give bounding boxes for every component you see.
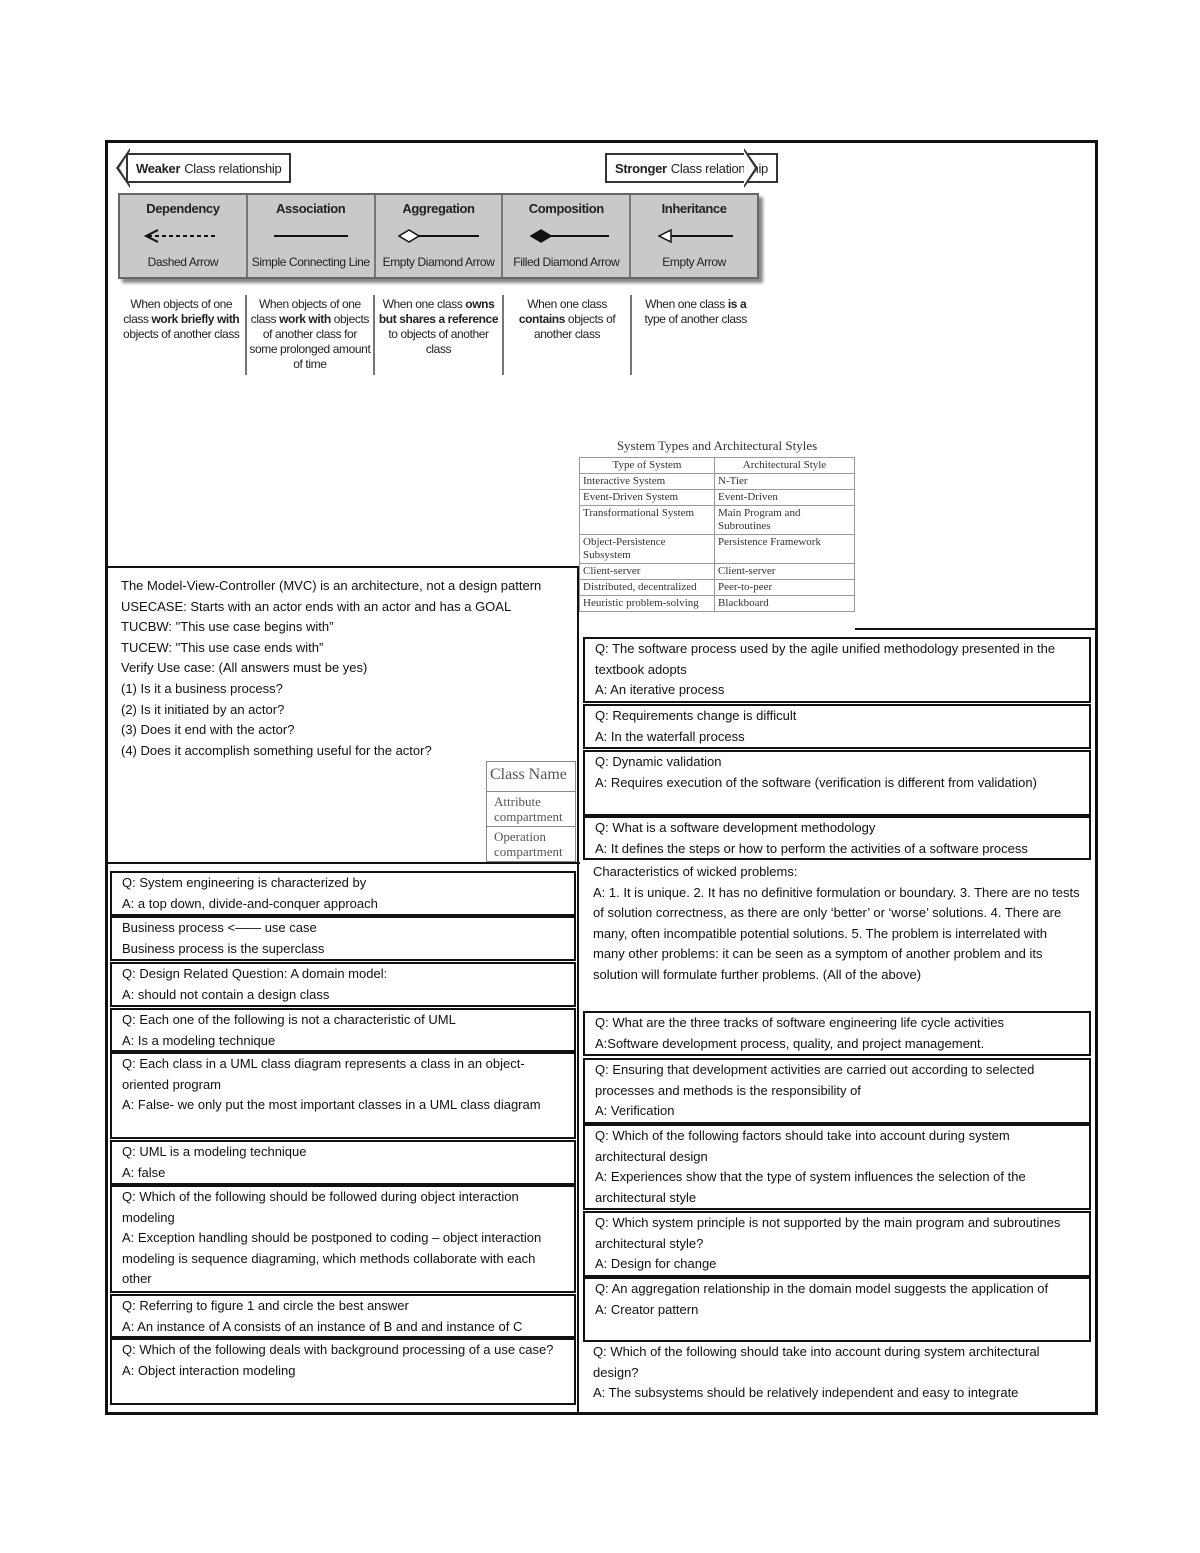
answer-text: A: It defines the steps or how to perform the activities of a software process [595,840,1028,856]
table-row [580,535,855,564]
question-text: Q: Each class in a UML class diagram represents a class in an object-oriented program [122,1056,525,1092]
table-row [580,564,855,580]
empty-arrow-icon [649,228,739,244]
question-text: Q: What are the three tracks of software engineering life cycle activities [595,1015,1004,1030]
table-row [580,506,855,535]
note-line: Verify Use case: (All answers must be yes) [121,660,368,676]
relationship-notation: Simple Connecting Line [251,255,370,269]
table-cell: Object-Persistence Subsystem [580,535,715,564]
answer-text: A: Experiences show that the type of system influences the selection of the architectural style [595,1169,1026,1205]
weaker-bold: Weaker [136,160,181,176]
stronger-bold: Stronger [615,160,667,176]
note-line: The Model-View-Controller (MVC) is an architecture, not a design pattern [121,578,542,593]
class-relationship-diagram [108,143,776,388]
qa-box-left-4 [110,1008,576,1052]
desc-text: When objects of one class [250,297,361,326]
desc-text: objects of another class [533,312,616,341]
desc-text: to objects of another class [388,327,489,356]
divider [108,566,580,568]
desc-text: class [123,312,152,326]
question-text: Q: Ensuring that development activities are carried out according to selected processes and methods is the responsibility of [595,1062,1035,1098]
question-text: Q: What is a software development methodology [595,820,876,835]
empty-diamond-icon [393,228,483,244]
description-aggregation [375,295,504,375]
answer-text: A: a top down, divide-and-conquer approach [122,895,378,911]
question-text: Q: Each one of the following is not a characteristic of UML [122,1012,456,1027]
answer-text: A: The subsystems should be relatively independent and easy to integrate [593,1385,1019,1401]
table-row [580,596,855,612]
answer-text: A:Software development process, quality, and project management. [595,1035,985,1051]
system-types-table [579,457,855,612]
qa-box-right-7 [583,1058,1091,1124]
answer-text: A: should not contain a design class [122,986,330,1002]
qa-box-left-3 [110,962,576,1007]
qa-box-left-8 [110,1294,576,1338]
table-cell: Main Program and Subroutines [715,506,855,535]
qa-box-left-7 [110,1185,576,1293]
table-row [580,580,855,596]
qa-box-right-10 [583,1277,1091,1342]
table-header: Type of System [580,458,715,474]
qa-box-right-9 [583,1211,1091,1277]
question-text: Q: Dynamic validation [595,754,722,769]
relationship-name: Association [276,201,346,216]
note-line: (2) Is it initiated by an actor? [121,701,285,717]
table-cell: Event-Driven System [580,490,715,506]
relationship-dependency [120,195,248,277]
qa-box-right-5 [583,862,1091,1011]
relationship-name: Dependency [146,201,220,216]
use-case-notes [121,576,551,761]
question-text: Q: An aggregation relationship in the domain model suggests the application of [595,1281,1049,1296]
table-header: Architectural Style [715,458,855,474]
note-line: (1) Is it a business process? [121,680,283,696]
relationship-name: Aggregation [402,201,475,216]
question-text: Q: UML is a modeling technique [122,1144,307,1159]
desc-bold: owns but shares a reference [378,297,499,326]
desc-text: When one class [645,297,728,311]
question-text: Q: System engineering is characterized by [122,875,367,890]
table-cell: Blackboard [715,596,855,612]
relationship-association [248,195,376,277]
relationship-notation: Dashed Arrow [147,255,219,269]
question-text: Q: Which of the following should take into account during system architectural design? [593,1344,1040,1380]
answer-text: A: Design for change [595,1256,717,1272]
relationship-name: Composition [528,201,604,216]
table-cell: Client-server [715,564,855,580]
answer-text: A: False- we only put the most important classes in a UML class diagram [122,1097,541,1113]
table-row [580,474,855,490]
system-types-title: System Types and Architectural Styles [616,438,818,453]
qa-box-right-8 [583,1124,1091,1210]
answer-text: A: false [122,1164,166,1180]
answer-text: A: In the waterfall process [595,728,745,744]
table-cell: Heuristic problem-solving [580,596,715,612]
table-header-row [580,458,855,474]
answer-text: A: Verification [595,1103,675,1119]
table-cell: Distributed, decentralized [580,580,715,596]
description-inheritance [632,295,759,375]
stronger-rest: Class relationship [670,160,768,176]
question-text: Characteristics of wicked problems: [593,864,798,879]
note-line: (4) Does it accomplish something useful for the actor? [121,742,432,758]
desc-bold: is a [727,297,747,311]
table-cell: Event-Driven [715,490,855,506]
question-text: Q: Which of the following factors should take into account during system architectural design [595,1128,1010,1164]
weaker-relationship-label [126,153,291,183]
desc-text: When one class [527,297,607,311]
operation-compartment: Operation compartment [494,829,563,859]
desc-bold: work briefly with [151,312,240,326]
qa-box-left-6 [110,1140,576,1185]
line-icon [266,228,356,244]
answer-text: Business process is the superclass [122,940,325,956]
qa-box-right-11 [583,1342,1091,1408]
question-text: Q: Design Related Question: A domain model: [122,966,388,981]
question-text: Q: Which system principle is not supported by the main program and subroutines architectural style? [595,1215,1061,1251]
qa-box-right-3 [583,750,1091,816]
question-text: Q: The software process used by the agile unified methodology presented in the textbook adopts [595,641,1056,677]
description-dependency [118,295,247,375]
attribute-compartment: Attribute compartment [487,792,575,827]
desc-text: objects of another class [123,327,240,341]
divider [855,628,1095,630]
table-cell: Transformational System [580,506,715,535]
relationship-inheritance [631,195,757,277]
desc-text: objects of another class for some prolonged amount of time [249,312,371,371]
description-composition [504,295,633,375]
answer-text: A: 1. It is unique. 2. It has no definitive formulation or boundary. 3. There are no tests of solution correctness, as there are only ‘better’ or ‘worse’ solutions. 4. There are many, often incompatible potential solutions. 5. The problem is interrelated with many other problems: it can be seen as a symptom of another problem and its solution will formulate further problems. (All of the above) [593,884,1080,982]
column-divider [577,566,579,1413]
question-text: Q: Which of the following deals with background processing of a use case? [122,1342,554,1357]
table-row [580,490,855,506]
weaker-rest: Class relationship [184,160,282,176]
answer-text: A: An iterative process [595,682,725,698]
note-line: TUCBW: "This use case begins with” [121,619,334,635]
qa-box-left-2 [110,916,576,961]
question-text: Q: Referring to figure 1 and circle the best answer [122,1298,409,1313]
desc-text: When one class [382,297,466,311]
answer-text: A: Exception handling should be postponed to coding – object interaction modeling is sequence diagraming, which methods collaborate with each other [122,1230,542,1287]
answer-text: A: Object interaction modeling [122,1362,296,1378]
relationship-notation: Empty Diamond Arrow [382,255,495,269]
answer-text: A: An instance of A consists of an instance of B and and instance of C [122,1318,523,1334]
divider [108,862,580,864]
answer-text: A: Requires execution of the software (verification is different from validation) [595,774,1037,790]
answer-text: A: Creator pattern [595,1301,699,1317]
relationship-aggregation [376,195,504,277]
filled-diamond-icon [521,228,611,244]
qa-box-left-9 [110,1338,576,1405]
table-cell: Persistence Framework [715,535,855,564]
qa-box-right-4 [583,816,1091,860]
table-cell: Interactive System [580,474,715,490]
relationship-descriptions [118,295,759,375]
question-text: Q: Which of the following should be followed during object interaction modeling [122,1189,519,1225]
note-line: TUCEW: "This use case ends with” [121,639,324,655]
qa-box-right-1 [583,637,1091,703]
question-text: Business process <—— use case [122,920,317,935]
relationship-notation: Empty Arrow [662,255,726,269]
dashed-arrow-icon [138,228,228,244]
table-cell: N-Tier [715,474,855,490]
table-cell: Peer-to-peer [715,580,855,596]
qa-box-left-5 [110,1052,576,1139]
class-name-compartment: Class Name [487,762,575,792]
relationship-name: Inheritance [661,201,727,216]
relationship-composition [503,195,631,277]
relationship-notation: Filled Diamond Arrow [513,255,620,269]
description-association [247,295,376,375]
relationship-types-box [118,193,759,279]
desc-text: When objects of one [130,297,233,311]
arrow-right-icon [744,148,758,188]
question-text: Q: Requirements change is difficult [595,708,797,723]
desc-bold: work with [279,312,331,326]
desc-text: type of another class [644,312,747,326]
qa-box-left-1 [110,871,576,916]
qa-box-right-6 [583,1011,1091,1056]
note-line: (3) Does it end with the actor? [121,722,295,738]
desc-bold: contains [518,312,565,326]
table-cell: Client-server [580,564,715,580]
note-line: USECASE: Starts with an actor ends with an actor and has a GOAL [121,598,512,614]
uml-class-box [486,761,576,862]
qa-box-right-2 [583,704,1091,749]
answer-text: A: Is a modeling technique [122,1032,276,1048]
